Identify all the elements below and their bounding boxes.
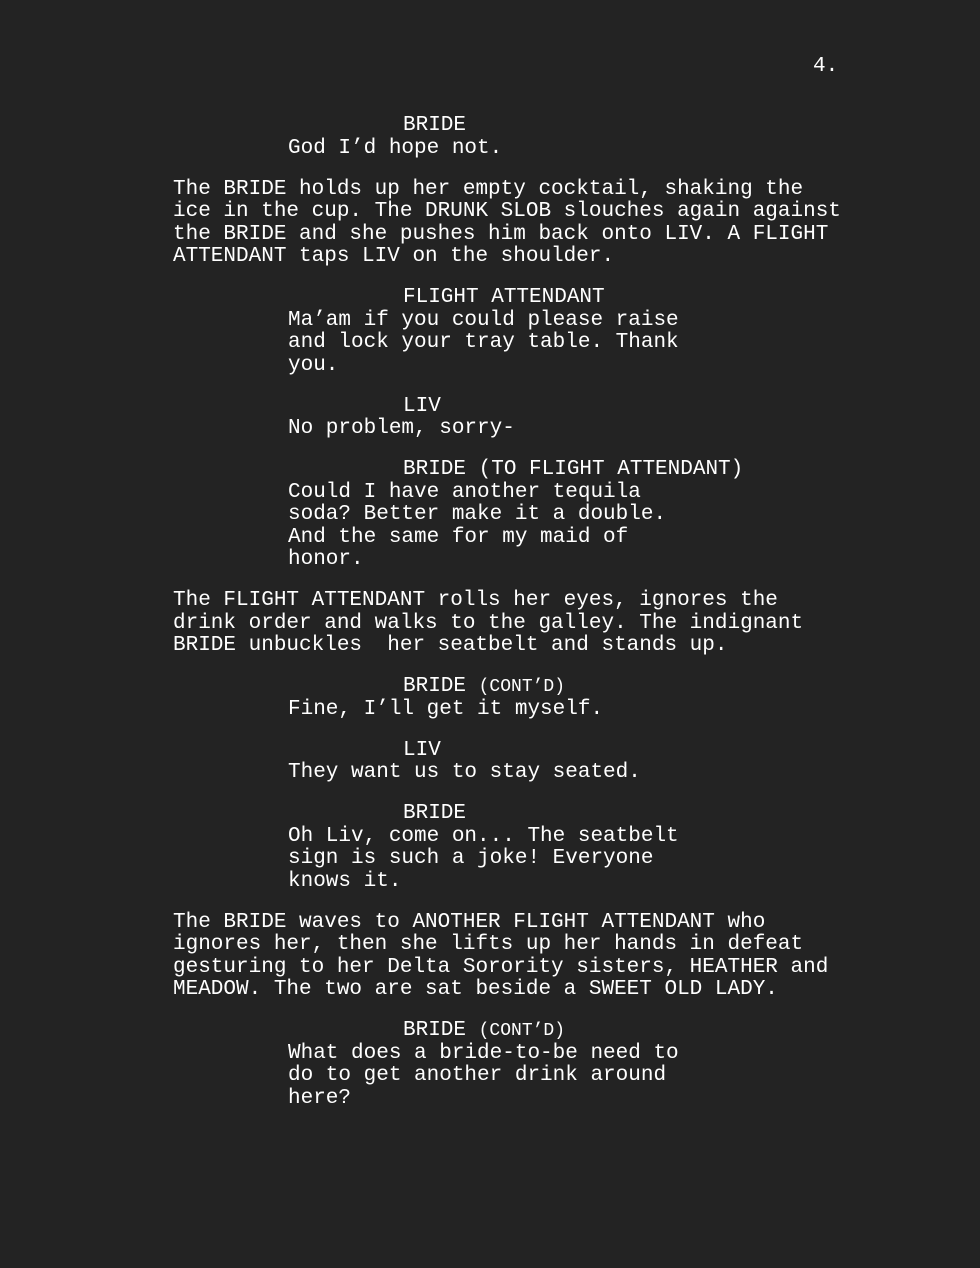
action-block [0,590,980,658]
action-line: the BRIDE and she pushes him back onto LIV. A FLIGHT [173,222,829,246]
character-name: BRIDE [403,114,467,137]
dialogue-line: Ma’am if you could please raise [288,308,679,332]
character-cue [0,676,980,699]
dialogue-line: They want us to stay seated. [288,761,641,784]
character-extension: (CONT’D) [478,677,566,697]
character-cue [0,803,980,826]
dialogue-line: God I’d hope not. [288,136,503,160]
screenplay-body [0,115,980,1110]
action-block [0,912,980,1002]
block-spacer [0,785,980,804]
dialogue-line: Could I have another tequila [288,480,641,504]
block-spacer [0,721,980,740]
dialogue-line: No problem, sorry- [288,417,515,440]
dialogue-block [0,1043,980,1111]
dialogue-block [0,482,980,572]
block-spacer [0,572,980,591]
dialogue-line: honor. [288,548,364,571]
character-name: LIV [403,394,441,418]
block-spacer [0,893,980,912]
character-cue [0,115,980,138]
action-line: ignores her, then she lifts up her hands in defeat [173,933,804,956]
character-cue [0,396,980,419]
dialogue-line: knows it. [288,869,402,893]
character-name: BRIDE [403,1019,467,1042]
dialogue-block [0,826,980,894]
character-name: FLIGHT ATTENDANT [403,286,605,309]
block-spacer [0,1002,980,1021]
dialogue-line: do to get another drink around [288,1064,667,1087]
action-line: gesturing to her Delta Sorority sisters, HEATHER and [173,955,829,979]
action-line: The BRIDE waves to ANOTHER FLIGHT ATTENDANT who [173,910,766,934]
character-name: BRIDE [403,802,467,825]
block-spacer [0,160,980,179]
block-spacer [0,269,980,288]
character-name: LIV [403,738,441,762]
action-block [0,179,980,269]
dialogue-line: Oh Liv, come on... The seatbelt [288,824,679,848]
action-line: BRIDE unbuckles her seatbelt and stands up. [173,634,728,657]
dialogue-line: What does a bride-to-be need to [288,1041,679,1065]
dialogue-line: sign is such a joke! Everyone [288,847,654,870]
dialogue-line: soda? Better make it a double. [288,503,667,526]
dialogue-line: here? [288,1086,352,1110]
block-spacer [0,377,980,396]
action-line: MEADOW. The two are sat beside a SWEET OLD LADY. [173,978,778,1001]
dialogue-line: And the same for my maid of [288,525,629,549]
action-line: drink order and walks to the galley. The indignant [173,611,804,635]
dialogue-line: and lock your tray table. Thank [288,331,679,354]
block-spacer [0,441,980,460]
action-line: ATTENDANT taps LIV on the shoulder. [173,245,615,268]
dialogue-block [0,418,980,441]
action-line: The FLIGHT ATTENDANT rolls her eyes, ignores the [173,589,778,612]
character-cue [0,1020,980,1043]
character-cue [0,287,980,310]
character-name: BRIDE (TO FLIGHT ATTENDANT) [403,458,744,481]
dialogue-block [0,138,980,161]
character-cue [0,740,980,763]
character-extension: (CONT’D) [478,1021,566,1041]
block-spacer [0,658,980,677]
page-number: 4. [813,55,839,78]
dialogue-block [0,310,980,378]
character-name: BRIDE [403,675,467,698]
dialogue-block [0,699,980,722]
action-line: ice in the cup. The DRUNK SLOB slouches again against [173,200,841,223]
action-line: The BRIDE holds up her empty cocktail, shaking the [173,177,804,201]
dialogue-line: Fine, I’ll get it myself. [288,697,604,721]
dialogue-block [0,762,980,785]
character-cue [0,459,980,482]
dialogue-line: you. [288,353,339,377]
